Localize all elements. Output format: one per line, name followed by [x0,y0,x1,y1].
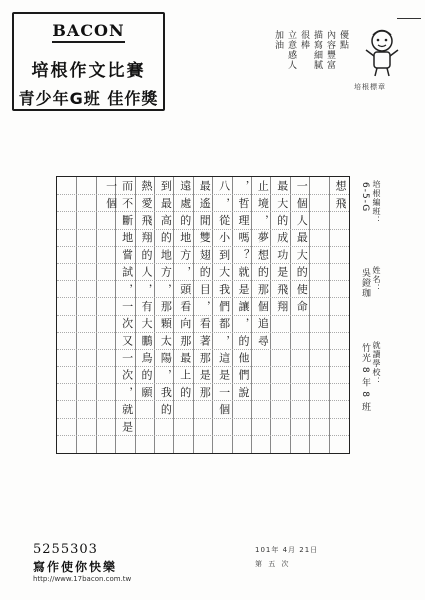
submission-date: 101年 4月 21日 [255,546,319,554]
comment-line-2: 內容豐富 [325,30,335,70]
class-value: 6-5-G [360,182,370,213]
text-column: 到最高的地方，那顆太陽，我的 [159,180,173,421]
student-info [352,176,412,454]
award-stamp [12,12,165,111]
comment-line-3: 描寫細膩 [312,30,322,70]
comment-line-6: 加油 [273,30,283,50]
text-column: 最遙閒雙翅的目，看著那是那 [198,180,212,404]
text-column: 而不斷地嘗試，一次又一次，就是一個 [104,180,134,438]
text-column: 一個人最大的使命 [295,180,309,318]
bacon-logo: BACON [52,21,125,40]
contest-title: 培根作文比賽 [31,61,146,81]
text-column: 止境，夢想的那個追尋 [256,180,270,352]
name-label: 姓名： [372,266,381,293]
bacon-mascot-icon [362,26,402,78]
text-column: 想飛 [333,180,347,215]
slogan: 寫作使你快樂 [33,560,118,574]
comment-line-1: 優點 [338,30,348,50]
school-value: 竹光 8 年 8 班 [360,343,370,412]
writing-grid [56,176,350,454]
website-url: http://www.17bacon.com.tw [33,575,132,583]
comment-line-5: 立意感人 [286,30,296,70]
name-value: 吳鐙珈 [360,268,370,298]
text-column: 遠處的地方，頭看向那最上的 [178,180,192,404]
text-column: 熱愛飛翔的人，有大鵬鳥的願 [139,180,153,404]
text-column: ，哲理嗎？就是讓，的他們說 [236,180,250,404]
submission-count: 第 五 次 [255,560,291,568]
text-column: 最大的成功是飛翔 [275,180,289,318]
award-label: 青少年G班 佳作獎 [18,89,159,108]
comment-line-4: 很棒 [299,30,309,50]
class-label: 培根編班： [372,180,381,225]
text-column: 八，從小到大我們都，這是一個 [217,180,231,421]
serial-number: 5255303 [33,542,98,557]
logo-underline [52,41,125,43]
school-label: 就讀學校： [372,341,381,386]
mascot-caption: 培根標章 [354,83,386,91]
top-right-mark [397,18,421,19]
